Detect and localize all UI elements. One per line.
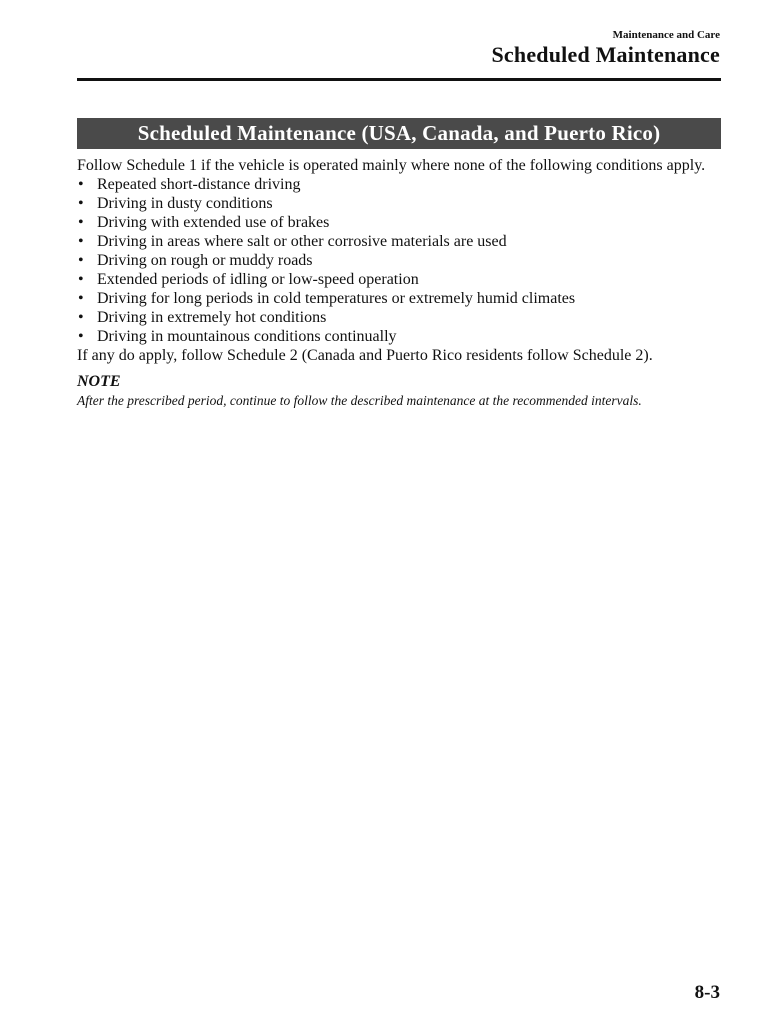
header-section-label: Maintenance and Care bbox=[612, 29, 720, 41]
note-text: After the prescribed period, continue to follow the described maintenance at the recommended intervals. bbox=[77, 393, 642, 408]
bullet-icon: • bbox=[78, 328, 84, 345]
list-item bbox=[77, 251, 723, 270]
section-heading: Scheduled Maintenance (USA, Canada, and Puerto Rico) bbox=[77, 118, 721, 149]
bullet-icon: • bbox=[78, 195, 84, 212]
conditions-list bbox=[77, 175, 723, 346]
page-number: 8-3 bbox=[694, 982, 720, 1003]
list-item-text: Driving in mountainous conditions continually bbox=[97, 328, 397, 345]
list-item bbox=[77, 289, 723, 308]
bullet-icon: • bbox=[78, 233, 84, 250]
bullet-icon: • bbox=[78, 176, 84, 193]
bullet-icon: • bbox=[78, 271, 84, 288]
list-item bbox=[77, 175, 723, 194]
list-item bbox=[77, 308, 723, 327]
bullet-icon: • bbox=[78, 309, 84, 326]
page-title: Scheduled Maintenance bbox=[491, 42, 720, 67]
bullet-icon: • bbox=[78, 290, 84, 307]
list-item-text: Driving in dusty conditions bbox=[97, 195, 273, 212]
list-item-text: Extended periods of idling or low-speed operation bbox=[97, 271, 419, 288]
list-item-text: Driving in areas where salt or other corrosive materials are used bbox=[97, 233, 507, 250]
bullet-icon: • bbox=[78, 214, 84, 231]
list-item-text: Driving for long periods in cold temperatures or extremely humid climates bbox=[97, 290, 576, 307]
list-item bbox=[77, 194, 723, 213]
closing-paragraph: If any do apply, follow Schedule 2 (Canada and Puerto Rico residents follow Schedule 2). bbox=[77, 347, 653, 364]
note-heading: NOTE bbox=[77, 373, 121, 390]
bullet-icon: • bbox=[78, 252, 84, 269]
list-item-text: Repeated short-distance driving bbox=[97, 176, 301, 193]
body-content bbox=[77, 156, 723, 410]
list-item bbox=[77, 270, 723, 289]
header-divider bbox=[77, 78, 721, 81]
list-item bbox=[77, 327, 723, 346]
list-item-text: Driving on rough or muddy roads bbox=[97, 252, 313, 269]
list-item bbox=[77, 213, 723, 232]
list-item-text: Driving in extremely hot conditions bbox=[97, 309, 327, 326]
list-item-text: Driving with extended use of brakes bbox=[97, 214, 330, 231]
list-item bbox=[77, 232, 723, 251]
intro-paragraph: Follow Schedule 1 if the vehicle is operated mainly where none of the following conditions apply. bbox=[77, 157, 706, 174]
